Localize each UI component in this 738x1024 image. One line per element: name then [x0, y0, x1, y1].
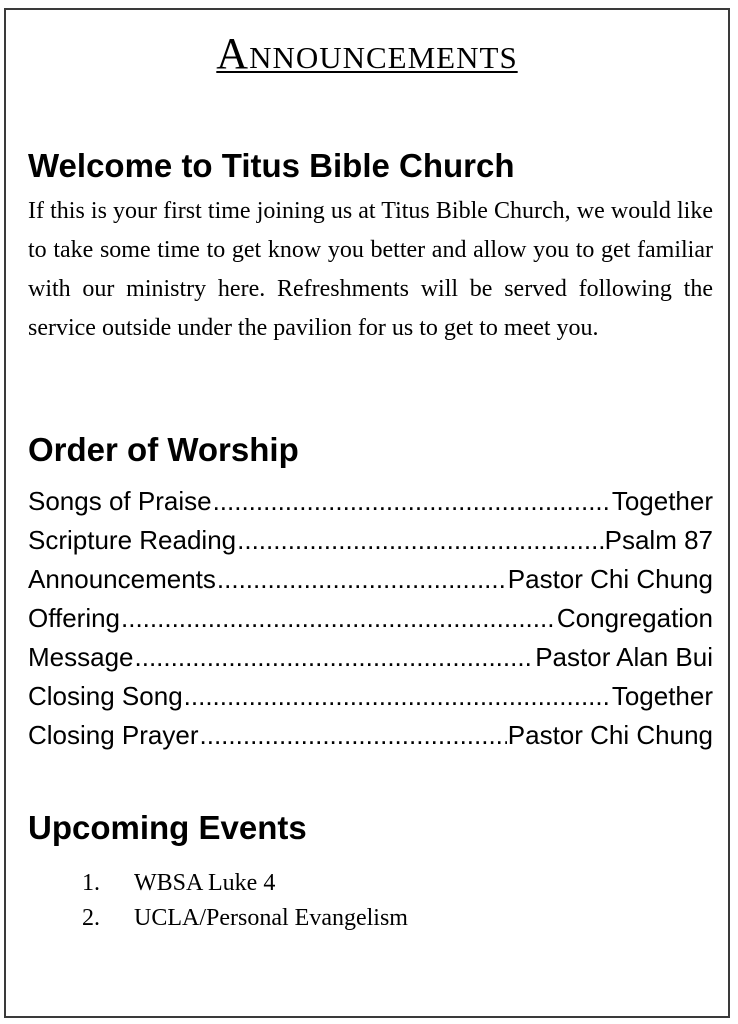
worship-heading: Order of Worship [28, 431, 299, 468]
page-title [6, 30, 728, 78]
list-item [82, 866, 408, 901]
dot-leader [237, 521, 603, 560]
dot-leader [184, 677, 611, 716]
worship-item: Closing Prayer [28, 720, 199, 750]
worship-leader: Pastor Alan Bui [535, 642, 713, 672]
worship-row [28, 638, 713, 677]
dot-leader [200, 716, 507, 755]
page-title-text: Announcements [216, 29, 518, 78]
dot-leader [135, 638, 535, 677]
worship-item: Closing Song [28, 681, 183, 711]
dot-leader [121, 599, 556, 638]
worship-leader: Pastor Chi Chung [507, 720, 713, 750]
worship-item: Offering [28, 603, 121, 633]
worship-leader: Together [611, 681, 713, 711]
worship-row [28, 560, 713, 599]
worship-item: Songs of Praise [28, 486, 212, 516]
event-text: UCLA/Personal Evangelism [134, 905, 408, 931]
welcome-paragraph: If this is your first time joining us at Titus Bible Church, we would like to take some time to get know you better and allow you to get familiar with our ministry here. Refreshments will be served following the service outside under the pavilion for us to get to meet you. [28, 198, 713, 341]
worship-leader: Psalm 87 [604, 525, 713, 555]
worship-row [28, 599, 713, 638]
dot-leader [217, 560, 507, 599]
event-number: 1. [82, 870, 100, 896]
worship-row [28, 521, 713, 560]
event-text: WBSA Luke 4 [134, 870, 276, 896]
worship-row [28, 482, 713, 521]
event-number: 2. [82, 905, 100, 931]
upcoming-events-list [82, 866, 408, 936]
worship-leader: Together [611, 486, 713, 516]
events-heading: Upcoming Events [28, 809, 307, 846]
welcome-heading: Welcome to Titus Bible Church [28, 147, 515, 184]
list-item [82, 901, 408, 936]
worship-leader: Pastor Chi Chung [507, 564, 713, 594]
worship-item: Message [28, 642, 134, 672]
worship-leader: Congregation [556, 603, 713, 633]
worship-row [28, 716, 713, 755]
worship-row [28, 677, 713, 716]
announcements-page [4, 8, 730, 1018]
worship-item: Announcements [28, 564, 216, 594]
dot-leader [213, 482, 611, 521]
worship-item: Scripture Reading [28, 525, 237, 555]
order-of-worship-list [28, 482, 713, 755]
